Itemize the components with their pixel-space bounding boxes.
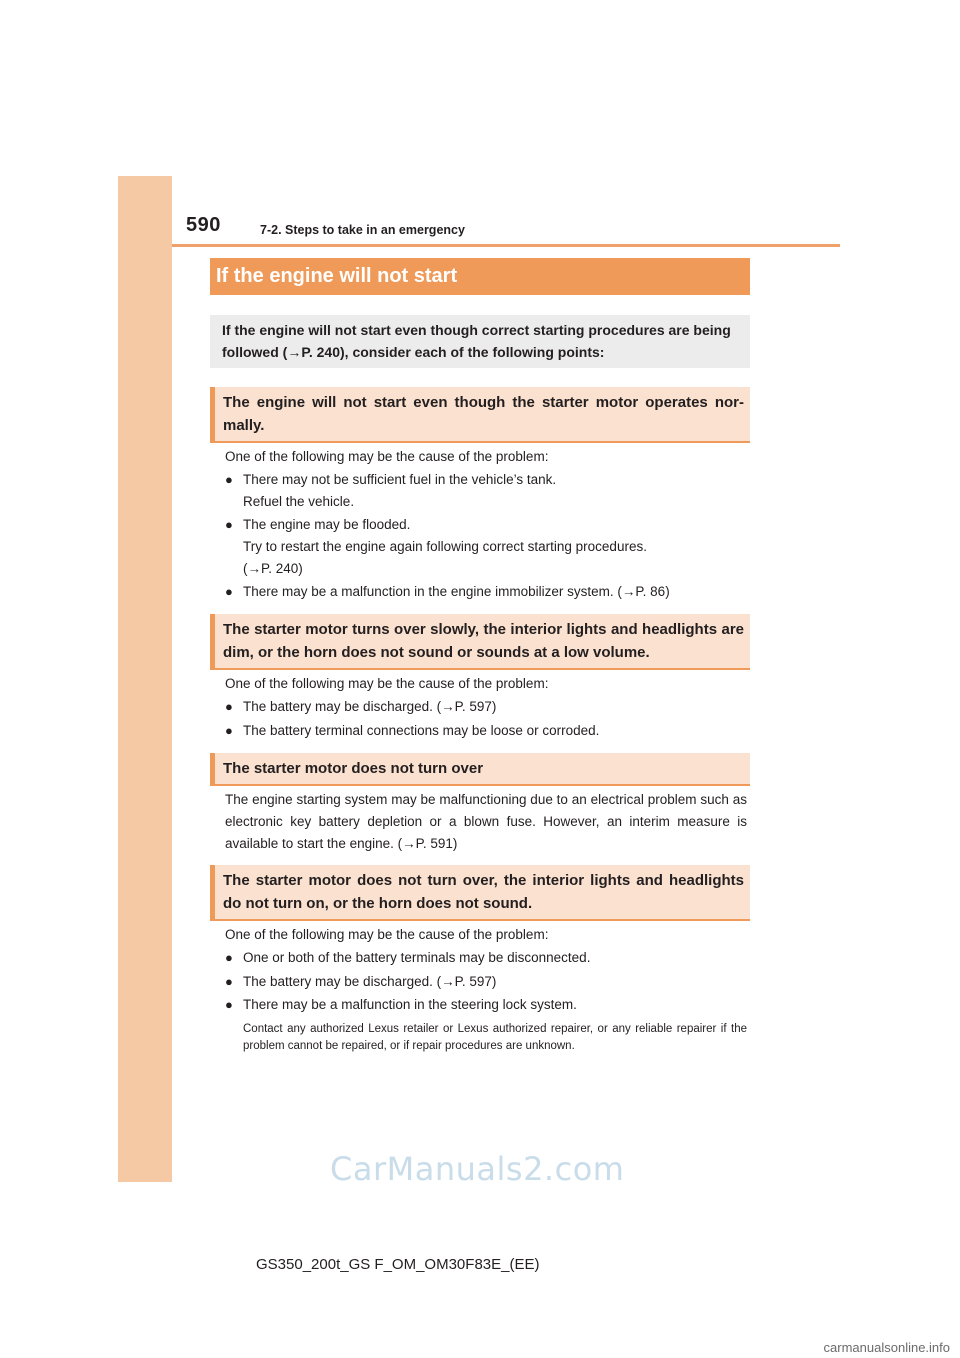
list-item: ● The battery may be discharged. (→P. 597) <box>225 971 747 993</box>
section-1-lead: One of the following may be the cause of the problem: <box>225 449 549 464</box>
list-item: ● There may be a malfunction in the steering lock system. <box>225 994 747 1016</box>
document-code: GS350_200t_GS F_OM_OM30F83E_(EE) <box>256 1256 540 1273</box>
section-4-lead: One of the following may be the cause of the problem: <box>225 927 549 942</box>
bullet-icon: ● <box>225 472 233 487</box>
bullet-icon: ● <box>225 584 233 599</box>
bullet-icon: ● <box>225 723 233 738</box>
section-2-lead: One of the following may be the cause of the problem: <box>225 676 549 691</box>
arrow-icon: → <box>287 344 302 360</box>
intro-ref: P. 240), consider each of the following points: <box>301 344 605 360</box>
bullet-icon: ● <box>225 699 233 714</box>
source-watermark: carmanualsonline.info <box>823 1340 950 1355</box>
subheading-starter-turns-slowly: The starter motor turns over slowly, the interior lights and headlights are dim, or the horn does not sound or sounds at a low volume. <box>210 614 750 670</box>
bullet-icon: ● <box>225 517 233 532</box>
intro-box <box>210 315 750 368</box>
repair-note: Contact any authorized Lexus retailer or Lexus authorized repairer, or any reliable repairer if the problem cannot be repaired, or if repair procedures are unknown. <box>243 1023 747 1052</box>
page-heading: If the engine will not start <box>210 258 750 295</box>
list-item: ● The battery terminal connections may be loose or corroded. <box>225 720 747 742</box>
subheading-starter-operates-normally: The engine will not start even though the starter motor operates nor-mally. <box>210 387 750 443</box>
section-3-body: The engine starting system may be malfunctioning due to an electrical problem such as electronic key battery depletion or a blown fuse. However, an interim measure is available to start the engine. (→P. 591) <box>225 792 747 851</box>
bullet-icon: ● <box>225 974 233 989</box>
section-title: 7-2. Steps to take in an emergency <box>260 223 465 237</box>
list-item: ● One or both of the battery terminals may be disconnected. <box>225 947 747 969</box>
header-divider <box>172 244 840 247</box>
list-item: ● There may not be sufficient fuel in the vehicle’s tank. Refuel the vehicle. <box>225 469 747 513</box>
watermark: CarManuals2.com <box>330 1150 625 1188</box>
bullet-icon: ● <box>225 997 233 1012</box>
bullet-icon: ● <box>225 950 233 965</box>
list-item: ● There may be a malfunction in the engine immobilizer system. (→P. 86) <box>225 581 747 603</box>
subheading-starter-does-not-turn: The starter motor does not turn over <box>210 753 750 786</box>
list-item: ● The battery may be discharged. (→P. 597) <box>225 696 747 718</box>
intro-text: If the engine will not start even though correct starting procedures are being followed ( <box>222 322 731 360</box>
subheading-no-lights-no-horn: The starter motor does not turn over, the interior lights and headlights do not turn on, or the horn does not sound. <box>210 865 750 921</box>
page-number: 590 <box>186 214 221 236</box>
side-tab-band <box>118 176 172 1182</box>
list-item: ● The engine may be flooded. Try to restart the engine again following correct starting procedures. (→P. 240) <box>225 514 747 580</box>
